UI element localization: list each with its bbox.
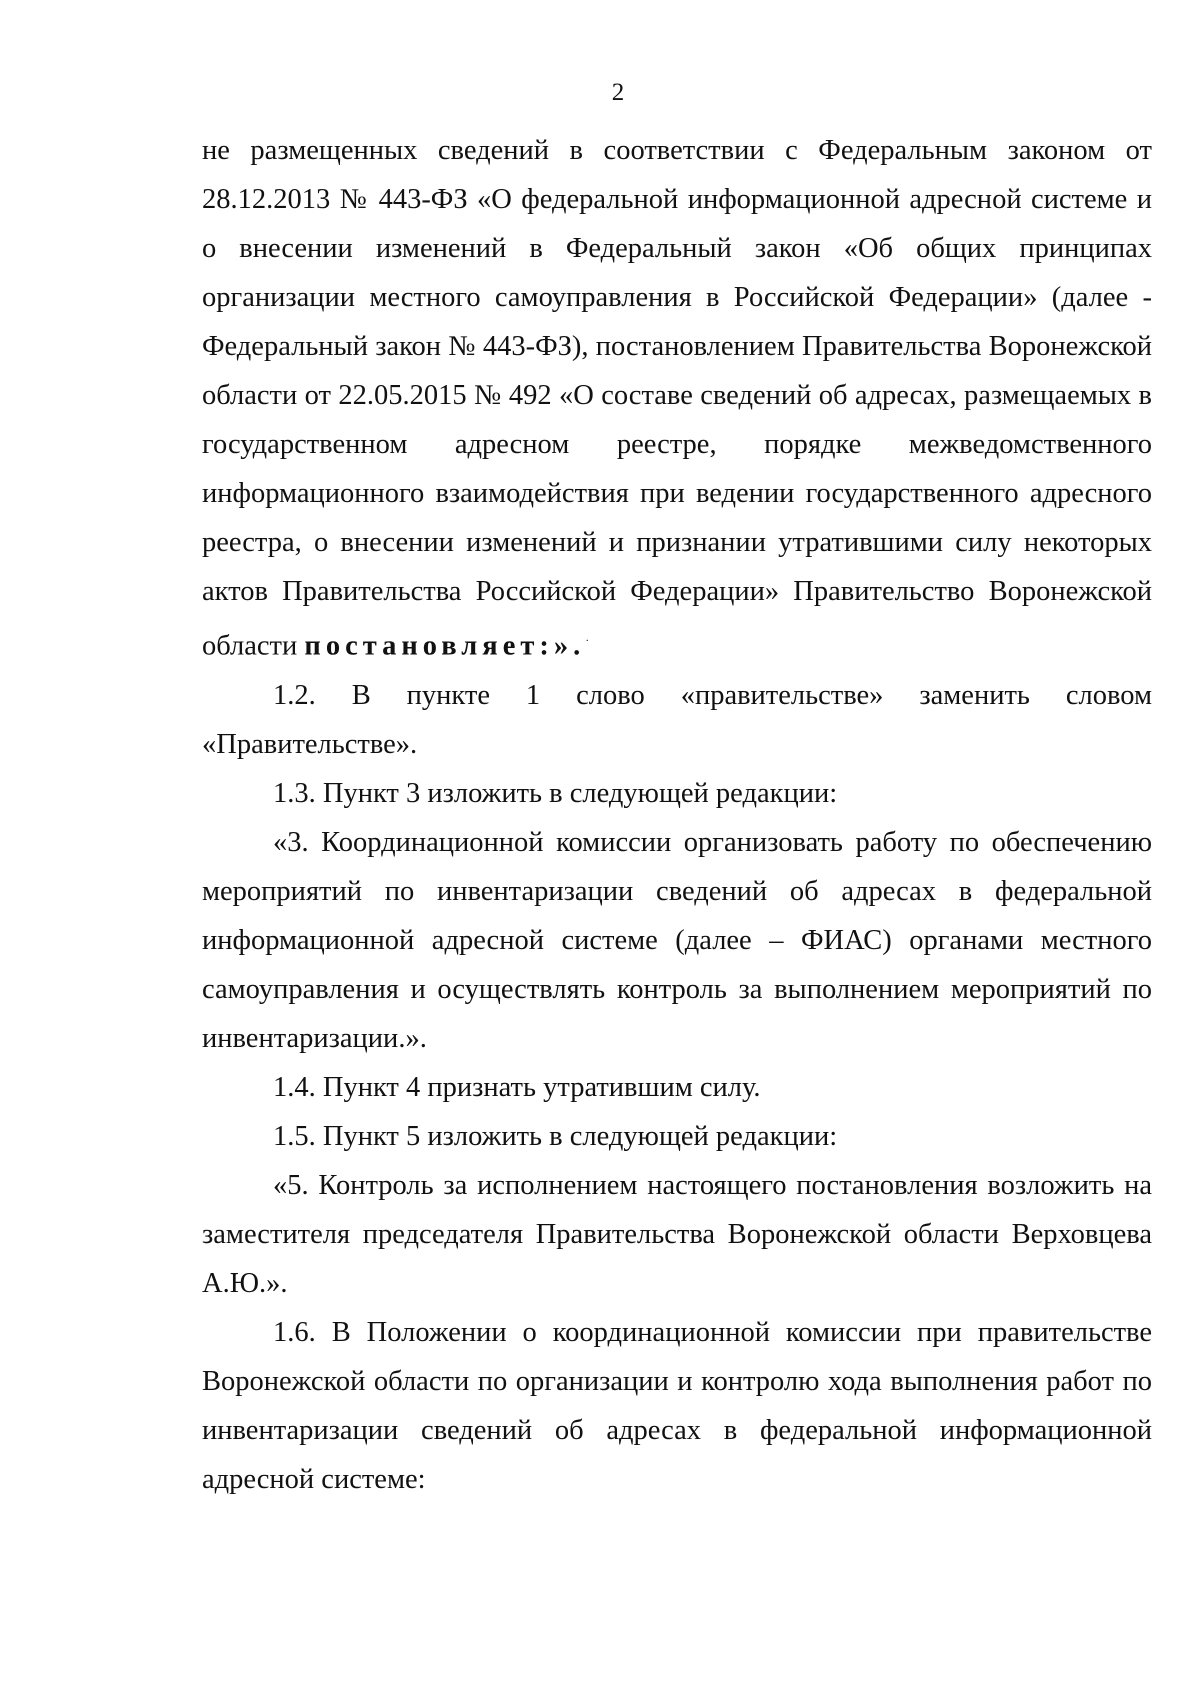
paragraph-legal-basis-text: не размещенных сведений в соответствии с Федеральным законом от 28.12.2013 № 443-ФЗ «О федеральной информационной адресной системе и о внесении изменений в Федеральный закон «Об общих принципах организации местного самоуправления в Российской Федерации» (далее - Федеральный закон № 443-ФЗ), постановлением Правительства Воронежской области от 22.05.2015 № 492 «О составе сведений об адресах, размещаемых в государственном адресном реестре, порядке межведомственного информационного взаимодействия при ведении государственного адресного реестра, о внесении изменений и признании утратившими силу некоторых актов Правительства Российской Федерации» Правительство Воронежской области bbox=[202, 135, 1152, 662]
resolves-word-tail: :». bbox=[539, 630, 586, 662]
paragraph-1-5: 1.5. Пункт 5 изложить в следующей редакции: bbox=[273, 1120, 838, 1152]
paragraph-1-4: 1.4. Пункт 4 признать утратившим силу. bbox=[273, 1071, 761, 1103]
page-number: 2 bbox=[611, 79, 625, 106]
paragraph-1-6: 1.6. В Положении о координационной комиссии при правительстве Воронежской области по организации и контролю хода выполнения работ по инвентаризации сведений об адресах в федеральной информационной адресной системе: bbox=[202, 1316, 1152, 1495]
resolves-word: постановляет bbox=[304, 630, 540, 662]
paragraph-1-3: 1.3. Пункт 3 изложить в следующей редакции: bbox=[273, 777, 838, 809]
paragraph-item-5-text: «5. Контроль за исполнением настоящего постановления возложить на заместителя председателя Правительства Воронежской области Верховцева А.Ю.». bbox=[202, 1169, 1152, 1299]
paragraph-item-3-text: «3. Координационной комиссии организовать работу по обеспечению мероприятий по инвентаризации сведений об адресах в федеральной информационной адресной системе (далее – ФИАС) органами местного самоуправления и осуществлять контроль за выполнением мероприятий по инвентаризации.». bbox=[202, 826, 1152, 1054]
stray-mark: · bbox=[585, 633, 590, 647]
paragraph-legal-basis bbox=[202, 126, 1152, 671]
paragraph-1-2: 1.2. В пункте 1 слово «правительстве» заменить словом «Правительстве». bbox=[202, 679, 1152, 760]
document-body bbox=[202, 126, 1152, 1504]
